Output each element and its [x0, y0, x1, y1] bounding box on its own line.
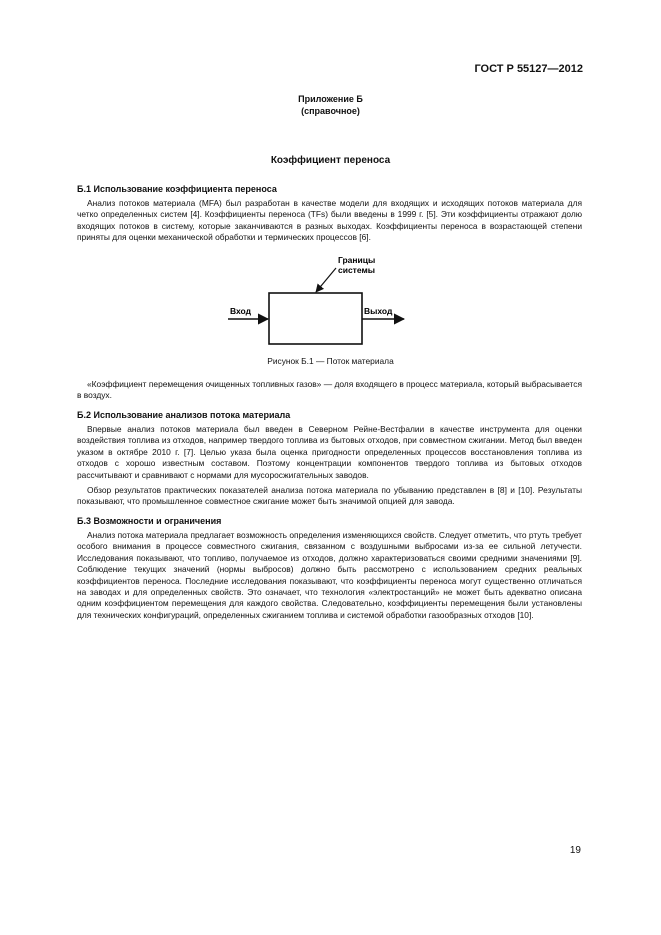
paragraph-b2-2: Обзор результатов практических показателей анализа потока материала по убыванию представлен в [8] и [10]. Результаты показывают, что промышленное совместное сжигание может быть значимой опцией для завода. — [77, 485, 582, 507]
input-label: Вход — [230, 306, 252, 316]
system-box — [269, 293, 362, 344]
section-heading-b3: Б.3 Возможности и ограничения — [77, 516, 222, 526]
output-label: Выход — [364, 306, 393, 316]
paragraph-b3: Анализ потока материала предлагает возможность определения изменяющихся свойств. Следует отметить, что ртуть требует особого внимания в процессе совместного сжигания, связанном с воздушными выбросами из-за ее сильной летучести. Исследования показывают, что топливо, получаемое из отходов, должно характеризоваться своими средними значениями [9]. Соблюдение текущих значений (нормы выбросов) должно быть рассмотрено с использованием средних реальных коэффициентов переноса. Последние исследования показывают, что коэффициенты переноса могут существенно отличаться на заводах и для определенных свойств. Это означает, что технология «электростанций» не может быть адекватно описана одним коэффициентом перемещения для каждого свойства. Следовательно, коэффициенты перемещения были установлены для технических конфигураций, определенных сжиганием топлива и системой обработки газообразных отходов [10]. — [77, 530, 582, 620]
section-heading-b1: Б.1 Использование коэффициента переноса — [77, 184, 277, 194]
boundary-label-line1: Границы — [338, 255, 376, 265]
paragraph-b1: Анализ потоков материала (MFA) был разработан в качестве модели для входящих и исходящих потоков материала для четко определенных систем [4]. Коэффициенты переноса (TFs) были введены в 1999 г. [5]. Эти коэффициенты отражают долю входящих потоков в систему, которые заканчиваются в разных выходах. Коэффициенты переноса в возрастающей степени приняты для оценки механической обработки и термических процессов [6]. — [77, 198, 582, 243]
page-number: 19 — [569, 845, 581, 856]
paragraph-b2-1: Впервые анализ потоков материала был введен в Северном Рейне-Вестфалии в качестве инструмента для оценки воздействия топлива из отходов, например твердого топлива из бытовых отходов, при совместном сжигании. Метод был введен указом в октябре 2010 г. [7]. Целью указа была оценка пригодности определенных процессов восстановления топлива из отходов с хорошо известным составом. Поэтому концентрации компонентов твердого топлива из бытовых отходов рассчитывают и сравнивают с нормами для мусоросжигательных заводов. — [77, 424, 582, 480]
appendix-subtitle: (справочное) — [301, 106, 360, 116]
document-id: ГОСТ Р 55127—2012 — [474, 63, 583, 75]
section-heading-b2: Б.2 Использование анализов потока материала — [77, 410, 291, 420]
figure-caption: Рисунок Б.1 — Поток материала — [267, 356, 394, 366]
page-title: Коэффициент переноса — [270, 155, 391, 166]
appendix-heading — [0, 93, 661, 117]
boundary-pointer-arrow — [316, 268, 336, 292]
boundary-label-line2: системы — [338, 265, 376, 275]
appendix-title: Приложение Б — [298, 94, 363, 104]
definition-paragraph: «Коэффициент перемещения очищенных топливных газов» — доля входящего в процесс материала, который выбрасывается в воздух. — [77, 379, 582, 401]
material-flow-diagram — [0, 250, 661, 350]
